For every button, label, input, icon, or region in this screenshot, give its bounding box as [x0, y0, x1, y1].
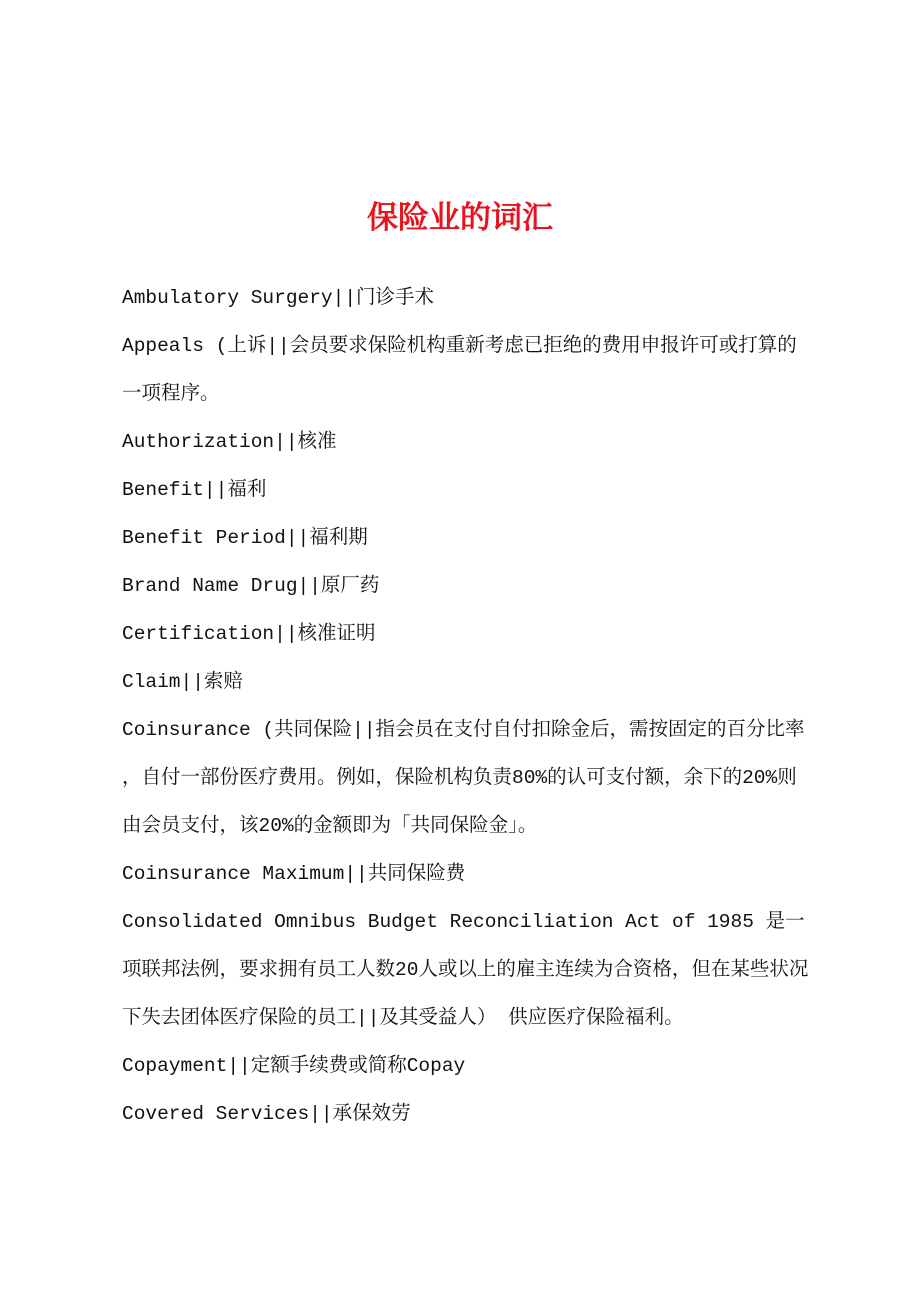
glossary-entry: Coinsurance (共同保险||指会员在支付自付扣除金后，需按固定的百分比率，自付一部份医疗费用。例如，保险机构负责80%的认可支付额，余下的20%则由会员支付，该20%的金额即为「共同保险金」。: [122, 719, 805, 837]
glossary-entry: Appeals (上诉||会员要求保险机构重新考虑已拒绝的费用申报许可或打算的一项程序。: [122, 335, 797, 405]
document-title: 保险业的词汇: [367, 200, 553, 236]
glossary-entry: Ambulatory Surgery||门诊手术: [122, 287, 435, 309]
glossary-entry: Authorization||核准: [122, 431, 337, 453]
glossary-entry: Copayment||定额手续费或简称Copay: [122, 1055, 466, 1077]
glossary-entry: Benefit Period||福利期: [122, 527, 368, 549]
glossary-entry: Claim||索赔: [122, 671, 243, 693]
glossary-entry: Certification||核准证明: [122, 623, 376, 645]
glossary-list: [122, 274, 812, 1138]
glossary-entry: Covered Services||承保效劳: [122, 1103, 411, 1125]
glossary-entry: Benefit||福利: [122, 479, 267, 501]
glossary-entry: Coinsurance Maximum||共同保险费: [122, 863, 466, 885]
glossary-entry: Brand Name Drug||原厂药: [122, 575, 380, 597]
glossary-entry: Consolidated Omnibus Budget Reconciliation Act of 1985 是一项联邦法例，要求拥有员工人数20人或以上的雇主连续为合资格，但在某些状况下失去团体医疗保险的员工||及其受益人） 供应医疗保险福利。: [122, 911, 809, 1029]
